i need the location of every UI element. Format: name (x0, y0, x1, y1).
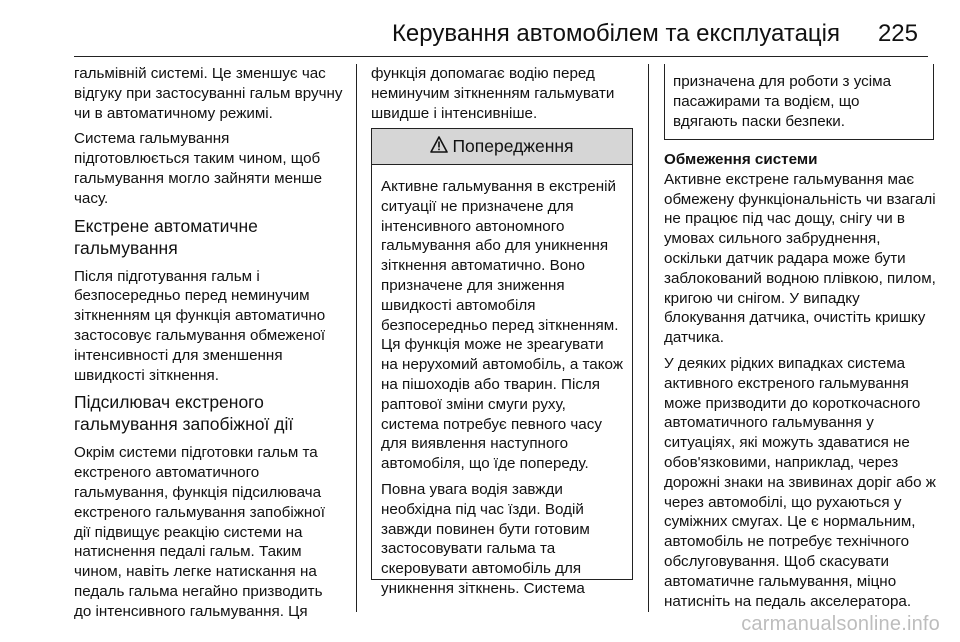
paragraph: призначена для роботи з усіма пасажирами та водієм, що вдягають паски безпеки. (673, 73, 892, 130)
paragraph: Активне екстрене гальмування має обмежену функціональність чи взагалі не працює під час дощу, снігу чи в умовах сильного забруднення, оскільки датчик радара може бути заблокований водною плівкою, пилом, кригою чи снігом. У випадку блокування датчика, очистіть кришку датчика. (664, 170, 936, 347)
warning-header (372, 129, 632, 165)
warning-title: Попередження (452, 136, 574, 156)
column-divider-1 (356, 64, 357, 612)
warning-body (372, 165, 632, 599)
paragraph: Окрім системи підготовки гальм та екстреного автоматичного гальмування, функція підсилювача екстреного гальмування запобіжної дії підвищує реакцію системи на натиснення педалі гальм. Таким чином, навіть легке натискання на педаль гальма негайно призводить до інтенсивного гальмування. Ця (74, 444, 325, 620)
warning-continuation-box (664, 64, 934, 140)
watermark: carmanualsonline.info (741, 613, 940, 635)
text-column-1 (74, 64, 344, 628)
paragraph: гальмівній системі. Це зменшує час відгуку при застосуванні гальм вручну чи в автоматичному режимі. (74, 65, 343, 122)
section-heading: Екстрене автоматичне гальмування (74, 215, 258, 258)
paragraph: Повна увага водія завжди необхідна під час їзди. Водій завжди повинен бути готовим застосовувати гальма та скеровувати автомобіль для уникнення зіткнень. Система (381, 480, 590, 597)
section-heading: Підсилювач екстреного гальмування запобіжної дії (74, 392, 294, 435)
text-column-2 (371, 64, 633, 129)
column-divider-2 (648, 64, 649, 612)
header-divider (74, 56, 928, 57)
warning-box (371, 128, 633, 597)
page-number: 225 (877, 20, 918, 47)
warning-triangle-icon (430, 136, 448, 158)
paragraph: Після підготування гальм і безпосередньо перед неминучим зіткненням ця функція автоматично застосовує гальмування обмеженої інтенсивності для зменшення швидкості зіткнення. (74, 267, 326, 384)
subsection-heading: Обмеження системи (664, 151, 818, 168)
paragraph: У деяких рідких випадках система активного екстреного гальмування може призводити до короткочасного автоматичного гальмування у ситуаціях, які можуть здаватися не обов'язковими, наприклад, через дорожні знаки на звивинах доріг або ж через автомобілі, що рухаються у суміжних смугах. Це є нормальним, автомобіль не потребує технічного обслуговування. Щоб скасувати автоматичне гальмування, міцно натисніть на педаль акселератора. (664, 354, 936, 610)
paragraph: функція допомагає водію перед неминучим зіткненням гальмувати швидше і інтенсивніше. (371, 65, 615, 122)
text-column-3 (664, 150, 936, 617)
paragraph: Активне гальмування в екстреній ситуації не призначене для інтенсивного автономного гальмування або для уникнення зіткнення автоматично. Воно призначене для зниження швидкості автомобіля безпосередньо перед зіткненням. Ця функція може не зреагувати на нерухомий автомобіль, а також на пішоходів або тварин. Після раптової зміни смуги руху, система потребує певного часу для виявлення наступного автомобіля, що їде попереду. (381, 178, 623, 473)
paragraph: Система гальмування підготовлюється таким чином, щоб гальмування могло зайняти менше часу. (74, 130, 323, 207)
page-title: Керування автомобілем та експлуатація (391, 20, 840, 47)
page-header (0, 0, 960, 56)
